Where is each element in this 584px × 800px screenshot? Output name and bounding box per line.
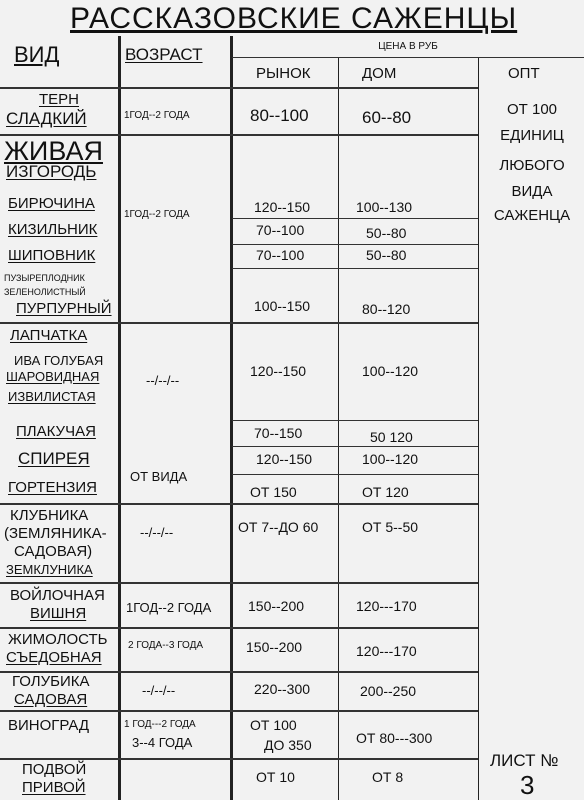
row-divider bbox=[0, 710, 478, 712]
row-vishnya-market: 150--200 bbox=[248, 598, 305, 614]
row-biryuchina-market: 120--150 bbox=[254, 199, 311, 215]
wholesale-note-2: ЕДИНИЦ bbox=[500, 127, 564, 144]
row-klubnika-name-3: САДОВАЯ) bbox=[14, 543, 93, 560]
row-tern-market: 80--100 bbox=[250, 106, 309, 125]
row-puzyreplodnik-name-2: ЗЕЛЕНОЛИСТНЫЙ bbox=[4, 287, 86, 297]
row-klubnika-market: ОТ 7--ДО 60 bbox=[238, 519, 319, 535]
wholesale-note-1: ОТ 100 bbox=[506, 101, 558, 118]
row-kizilnik-name: КИЗИЛЬНИК bbox=[8, 221, 98, 238]
row-vinograd-age-2: 3--4 ГОДА bbox=[132, 735, 193, 750]
row-divider bbox=[0, 322, 478, 324]
sheet-label: ЛИСТ № bbox=[490, 751, 559, 770]
row-divider bbox=[0, 503, 478, 505]
row-zhimolost-age: 2 ГОДА--3 ГОДА bbox=[128, 640, 204, 651]
row-tern-name-1: ТЕРН bbox=[38, 91, 79, 108]
column-divider-market-home bbox=[338, 58, 339, 800]
row-iva-age: --/--/-- bbox=[146, 373, 180, 388]
row-podvoy-market: ОТ 10 bbox=[256, 769, 295, 785]
row-vinograd-market-1: ОТ 100 bbox=[250, 717, 297, 733]
row-divider bbox=[0, 582, 478, 584]
row-hedge-name-2: ИЗГОРОДЬ bbox=[6, 162, 97, 181]
row-klubnika-name-1: КЛУБНИКА bbox=[10, 507, 89, 524]
wholesale-note-4: ВИДА bbox=[511, 183, 553, 200]
row-divider bbox=[232, 474, 478, 475]
row-divider bbox=[232, 446, 478, 447]
row-izvilistaya-name: ИЗВИЛИСТАЯ bbox=[8, 389, 96, 404]
price-header-divider bbox=[232, 57, 584, 58]
row-divider bbox=[232, 218, 478, 219]
row-golubika-home: 200--250 bbox=[360, 683, 417, 699]
page-title: РАССКАЗОВСКИЕ САЖЕНЦЫ bbox=[70, 2, 518, 35]
row-vinograd-name: ВИНОГРАД bbox=[8, 717, 90, 734]
row-spireya-home: 100--120 bbox=[362, 451, 419, 467]
row-vinograd-home: ОТ 80---300 bbox=[356, 730, 433, 746]
row-golubika-name-1: ГОЛУБИКА bbox=[12, 673, 90, 690]
header-age: ВОЗРАСТ bbox=[125, 45, 203, 64]
row-plakuchaya-name: ПЛАКУЧАЯ bbox=[16, 423, 96, 440]
column-divider-home-opt bbox=[478, 58, 479, 800]
row-iva-name-2: ШАРОВИДНАЯ bbox=[6, 369, 100, 384]
row-gortenziya-name: ГОРТЕНЗИЯ bbox=[8, 479, 97, 496]
row-klubnika-home: ОТ 5--50 bbox=[362, 519, 419, 535]
row-kizilnik-market: 70--100 bbox=[256, 222, 305, 238]
row-lapchatka-name: ЛАПЧАТКА bbox=[10, 327, 88, 344]
row-tern-home: 60--80 bbox=[362, 108, 412, 127]
row-klubnika-name-2: (ЗЕМЛЯНИКА- bbox=[4, 525, 107, 542]
row-vinograd-market-2: ДО 350 bbox=[264, 737, 312, 753]
row-zemklunika-name: ЗЕМКЛУНИКА bbox=[6, 562, 93, 577]
sheet-number: 3 bbox=[520, 770, 535, 800]
row-shipovnik-name: ШИПОВНИК bbox=[8, 247, 96, 264]
row-spireya-name: СПИРЕЯ bbox=[18, 449, 90, 468]
row-puzyreplodnik-home: 80--120 bbox=[362, 301, 411, 317]
column-divider-vid-age bbox=[118, 36, 121, 800]
header-home: ДОМ bbox=[362, 65, 397, 82]
row-shipovnik-home: 50--80 bbox=[366, 247, 407, 263]
row-vinograd-age-1: 1 ГОД---2 ГОДА bbox=[124, 719, 196, 730]
row-tern-name-2: СЛАДКИЙ bbox=[6, 109, 87, 128]
row-golubika-name-2: САДОВАЯ bbox=[14, 691, 88, 708]
row-divider bbox=[0, 627, 478, 629]
row-puzyreplodnik-name-3: ПУРПУРНЫЙ bbox=[16, 300, 112, 317]
wholesale-note-3: ЛЮБОГО bbox=[499, 157, 565, 174]
row-zhimolost-home: 120---170 bbox=[356, 643, 417, 659]
row-biryuchina-name: БИРЮЧИНА bbox=[8, 195, 95, 212]
column-divider-age-market bbox=[230, 36, 233, 800]
row-vishnya-name-2: ВИШНЯ bbox=[30, 605, 87, 622]
row-golubika-age: --/--/-- bbox=[142, 683, 176, 698]
row-vishnya-home: 120---170 bbox=[356, 598, 417, 614]
row-divider bbox=[232, 420, 478, 421]
row-iva-name-1: ИВА ГОЛУБАЯ bbox=[14, 353, 104, 368]
header-market: РЫНОК bbox=[256, 65, 311, 82]
row-zhimolost-name-1: ЖИМОЛОСТЬ bbox=[8, 631, 108, 648]
row-divider bbox=[232, 244, 478, 245]
row-podvoy-home: ОТ 8 bbox=[372, 769, 404, 785]
row-biryuchina-home: 100--130 bbox=[356, 199, 413, 215]
row-podvoy-name-1: ПОДВОЙ bbox=[22, 761, 87, 778]
row-hedge-name-1: ЖИВАЯ bbox=[4, 136, 103, 166]
row-shipovnik-market: 70--100 bbox=[256, 247, 305, 263]
header-price: ЦЕНА В РУБ bbox=[378, 41, 438, 52]
row-tern-age: 1ГОД--2 ГОДА bbox=[124, 110, 190, 121]
row-plakuchaya-home: 50 120 bbox=[370, 429, 413, 445]
row-vishnya-name-1: ВОЙЛОЧНАЯ bbox=[10, 587, 105, 604]
row-spireya-market: 120--150 bbox=[256, 451, 313, 467]
row-golubika-market: 220--300 bbox=[254, 681, 311, 697]
row-hedge-age: 1ГОД--2 ГОДА bbox=[124, 209, 190, 220]
row-zhimolost-name-2: СЪЕДОБНАЯ bbox=[6, 649, 102, 666]
row-zhimolost-market: 150--200 bbox=[246, 639, 303, 655]
row-vishnya-age: 1ГОД--2 ГОДА bbox=[126, 600, 212, 615]
row-gortenziya-home: ОТ 120 bbox=[362, 484, 409, 500]
header-vid: ВИД bbox=[14, 42, 60, 67]
header-wholesale: ОПТ bbox=[508, 65, 540, 82]
row-gortenziya-market: ОТ 150 bbox=[250, 484, 297, 500]
wholesale-note-5: САЖЕНЦА bbox=[493, 207, 571, 224]
row-puzyreplodnik-market: 100--150 bbox=[254, 298, 311, 314]
row-kizilnik-home: 50--80 bbox=[366, 225, 407, 241]
row-divider bbox=[232, 268, 478, 269]
row-iva-market: 120--150 bbox=[250, 363, 307, 379]
row-spireya-age: ОТ ВИДА bbox=[130, 469, 188, 484]
row-plakuchaya-market: 70--150 bbox=[254, 425, 303, 441]
row-puzyreplodnik-name-1: ПУЗЫРЕПЛОДНИК bbox=[4, 273, 85, 283]
row-klubnika-age: --/--/-- bbox=[140, 525, 174, 540]
row-divider bbox=[0, 758, 478, 760]
header-bottom-line bbox=[0, 87, 478, 89]
row-podvoy-name-2: ПРИВОЙ bbox=[22, 779, 86, 796]
row-iva-home: 100--120 bbox=[362, 363, 419, 379]
